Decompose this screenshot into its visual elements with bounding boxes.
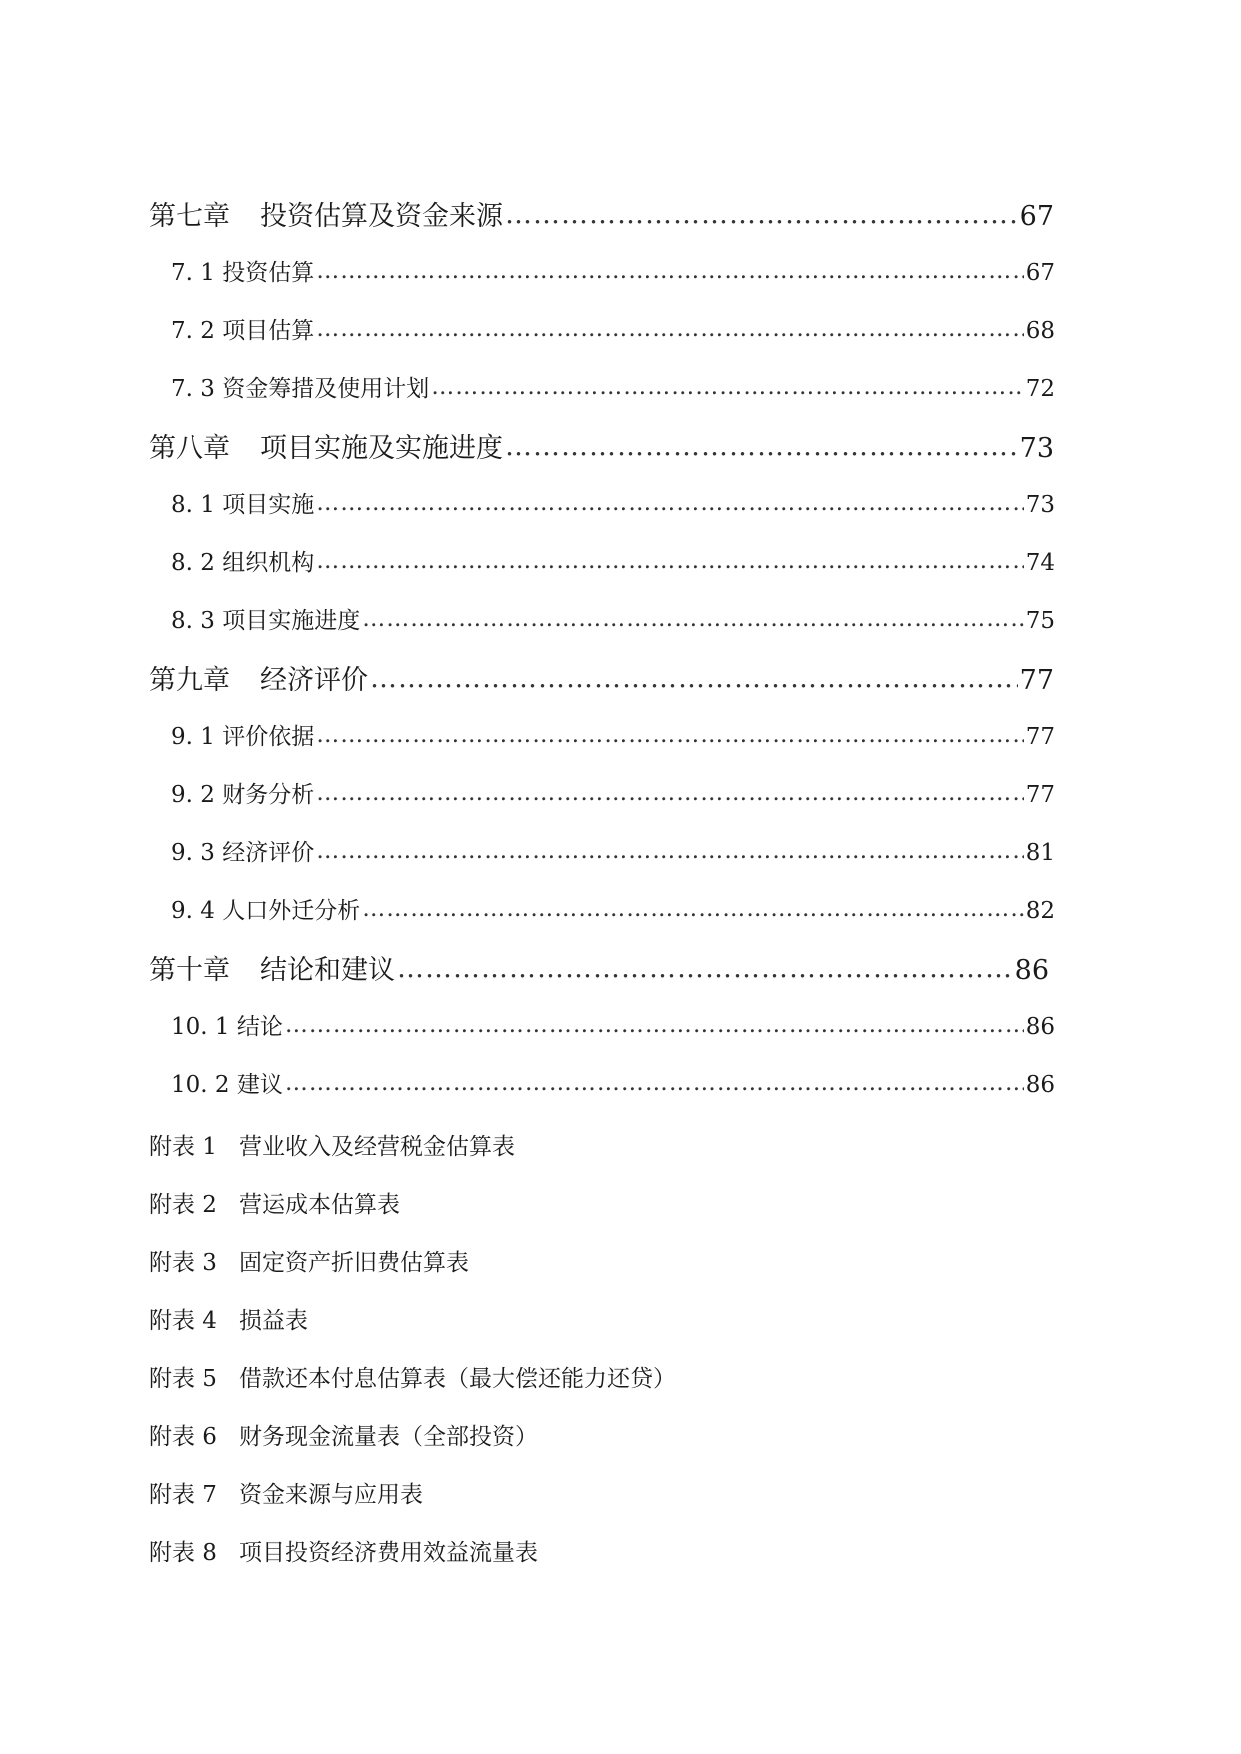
appendix-table-3[interactable] (149, 1244, 469, 1280)
toc-section-label: 8. 3 项目实施进度 (171, 608, 361, 634)
dot-leader (316, 490, 1024, 516)
toc-chapter-label: 第八章 项目实施及实施进度 (149, 433, 503, 464)
dot-leader (362, 896, 1024, 922)
toc-page-number: 86 (1025, 1014, 1055, 1040)
dot-leader (316, 838, 1024, 864)
appendix-table-5[interactable] (149, 1360, 676, 1396)
appendix-title: 损益表 (238, 1308, 308, 1334)
appendix-table-7[interactable] (149, 1476, 423, 1512)
toc-section-label: 8. 1 项目实施 (171, 492, 315, 518)
toc-section-label: 9. 2 财务分析 (171, 782, 315, 808)
toc-page-number: 75 (1025, 608, 1055, 634)
toc-section-10-2[interactable] (171, 1066, 1055, 1106)
toc-section-9-3[interactable] (171, 834, 1055, 874)
toc-page-number: 73 (1019, 433, 1054, 464)
appendix-table-1[interactable] (149, 1128, 515, 1164)
toc-page-number: 67 (1019, 201, 1054, 232)
toc-page-number: 77 (1025, 724, 1055, 750)
toc-page-number: 82 (1025, 898, 1055, 924)
toc-section-label: 10. 2 建议 (171, 1072, 283, 1098)
toc-section-7-3[interactable] (171, 370, 1055, 410)
toc-chapter-10[interactable] (149, 948, 1049, 988)
toc-page-number: 74 (1025, 550, 1055, 576)
toc-section-label: 9. 4 人口外迁分析 (171, 898, 361, 924)
appendix-title: 项目投资经济费用效益流量表 (238, 1540, 538, 1566)
toc-chapter-7[interactable] (149, 194, 1054, 234)
toc-page-number: 68 (1025, 318, 1055, 344)
dot-leader (431, 374, 1024, 400)
dot-leader (316, 780, 1024, 806)
toc-chapter-label: 第七章 投资估算及资金来源 (149, 201, 503, 232)
toc-section-label: 9. 3 经济评价 (171, 840, 315, 866)
dot-leader (285, 1012, 1024, 1038)
toc-section-label: 7. 1 投资估算 (171, 260, 315, 286)
toc-section-8-1[interactable] (171, 486, 1055, 526)
toc-page-number: 77 (1019, 665, 1054, 696)
appendix-number: 附表 1 (149, 1134, 217, 1160)
appendix-table-2[interactable] (149, 1186, 400, 1222)
appendix-title: 资金来源与应用表 (238, 1482, 423, 1508)
toc-page-number: 86 (1025, 1072, 1055, 1098)
toc-chapter-label: 第十章 结论和建议 (149, 955, 395, 986)
dot-leader (285, 1070, 1024, 1096)
toc-section-label: 8. 2 组织机构 (171, 550, 315, 576)
appendix-number: 附表 7 (149, 1482, 217, 1508)
appendix-number: 附表 5 (149, 1366, 217, 1392)
toc-page-number: 86 (1014, 955, 1049, 986)
appendix-table-6[interactable] (149, 1418, 538, 1454)
dot-leader (316, 722, 1024, 748)
toc-chapter-label: 第九章 经济评价 (149, 665, 368, 696)
appendix-number: 附表 3 (149, 1250, 217, 1276)
toc-section-9-1[interactable] (171, 718, 1055, 758)
dot-leader (362, 606, 1024, 632)
appendix-title: 营业收入及经营税金估算表 (238, 1134, 515, 1160)
toc-page-number: 77 (1025, 782, 1055, 808)
toc-section-9-2[interactable] (171, 776, 1055, 816)
toc-section-9-4[interactable] (171, 892, 1055, 932)
appendix-title: 借款还本付息估算表（最大偿还能力还贷） (238, 1366, 676, 1392)
dot-leader (397, 953, 1013, 984)
appendix-number: 附表 2 (149, 1192, 217, 1218)
toc-section-7-1[interactable] (171, 254, 1055, 294)
toc-section-8-3[interactable] (171, 602, 1055, 642)
toc-section-label: 7. 2 项目估算 (171, 318, 315, 344)
appendix-table-8[interactable] (149, 1534, 538, 1570)
toc-chapter-8[interactable] (149, 426, 1054, 466)
toc-page-number: 67 (1025, 260, 1055, 286)
toc-section-label: 7. 3 资金筹措及使用计划 (171, 376, 430, 402)
toc-page-number: 73 (1025, 492, 1055, 518)
appendix-table-4[interactable] (149, 1302, 308, 1338)
dot-leader (370, 663, 1018, 694)
toc-page-number: 81 (1025, 840, 1055, 866)
toc-chapter-9[interactable] (149, 658, 1054, 698)
appendix-number: 附表 4 (149, 1308, 217, 1334)
toc-section-7-2[interactable] (171, 312, 1055, 352)
appendix-title: 财务现金流量表（全部投资） (238, 1424, 538, 1450)
appendix-title: 固定资产折旧费估算表 (238, 1250, 469, 1276)
toc-section-label: 9. 1 评价依据 (171, 724, 315, 750)
dot-leader (316, 258, 1024, 284)
dot-leader (505, 431, 1018, 462)
dot-leader (316, 316, 1024, 342)
toc-section-label: 10. 1 结论 (171, 1014, 283, 1040)
dot-leader (505, 199, 1018, 230)
toc-section-10-1[interactable] (171, 1008, 1055, 1048)
toc-section-8-2[interactable] (171, 544, 1055, 584)
dot-leader (316, 548, 1024, 574)
toc-page-number: 72 (1025, 376, 1055, 402)
appendix-number: 附表 6 (149, 1424, 217, 1450)
appendix-number: 附表 8 (149, 1540, 217, 1566)
appendix-title: 营运成本估算表 (238, 1192, 400, 1218)
